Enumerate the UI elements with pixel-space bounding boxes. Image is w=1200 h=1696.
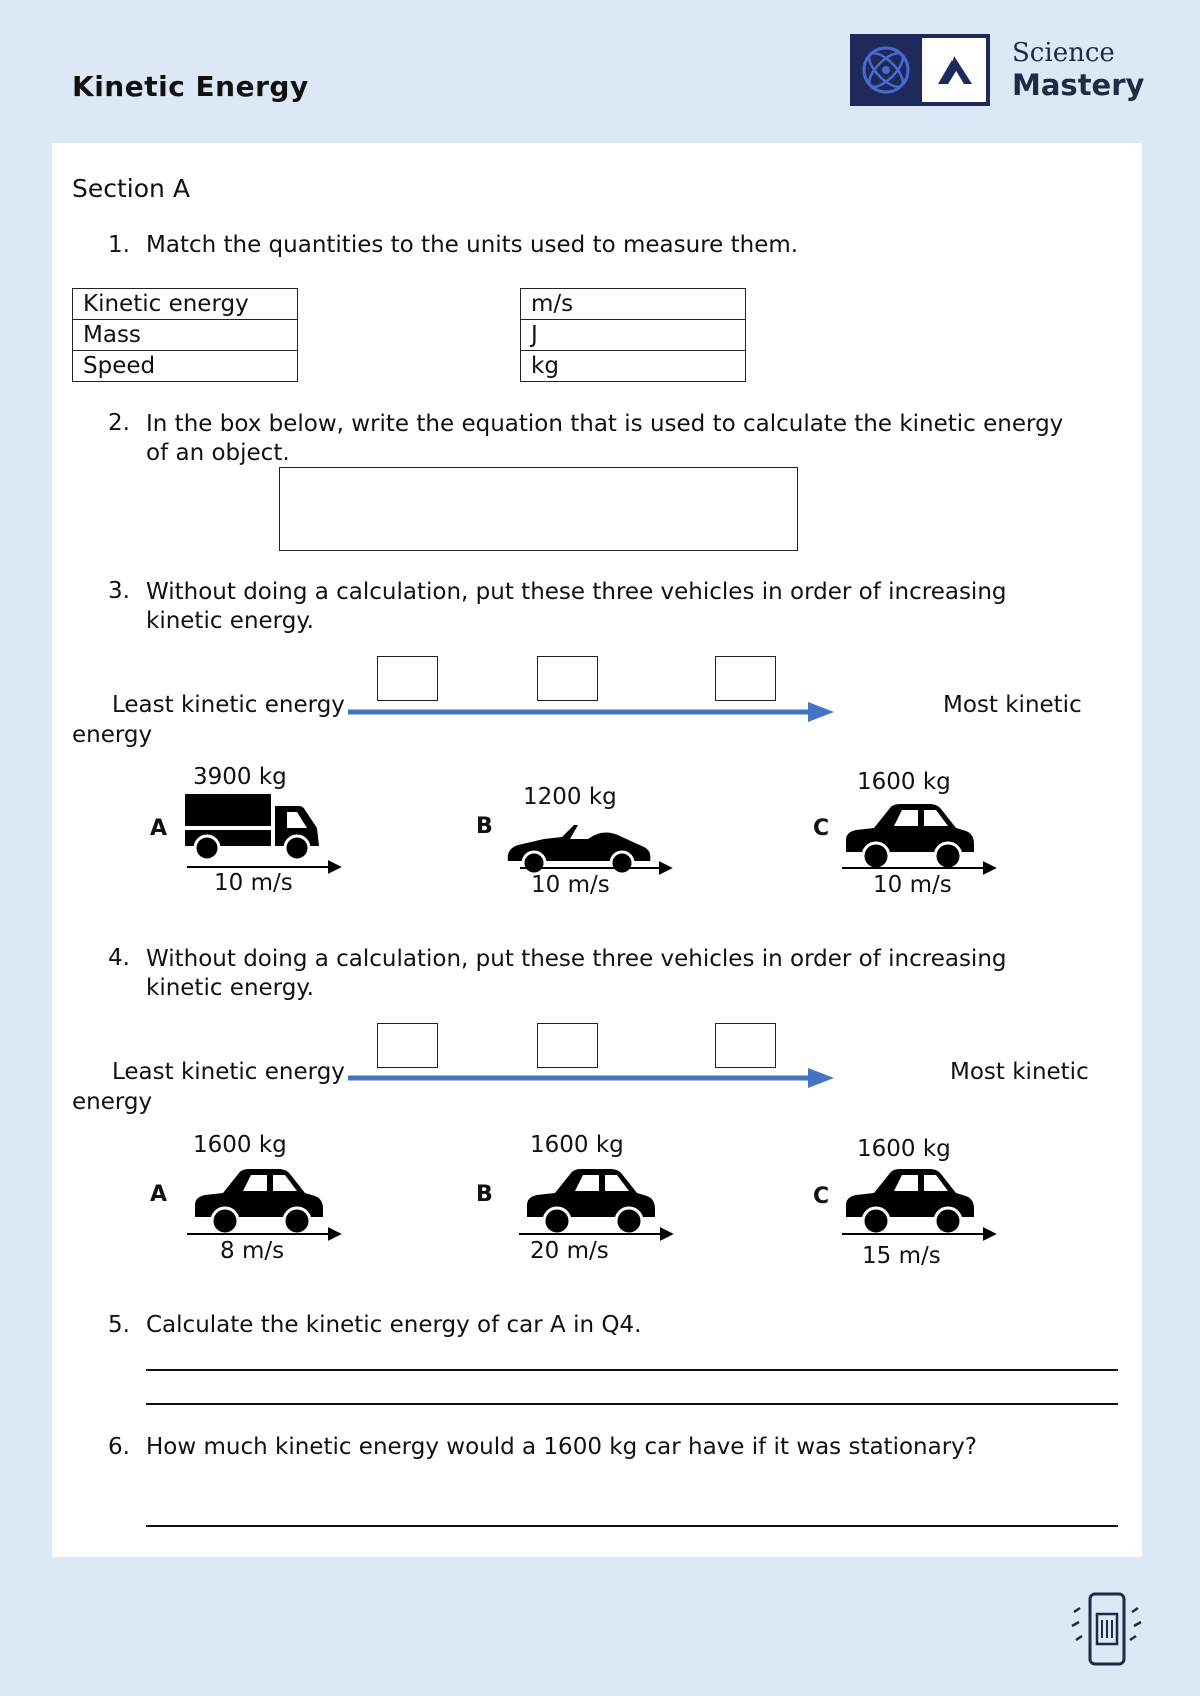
q3-order-box-3[interactable] [715, 656, 776, 701]
q3-most-label-cont: energy [72, 722, 153, 748]
q5-text: Calculate the kinetic energy of car A in Q4. [146, 1312, 642, 1338]
q4-least-label: Least kinetic energy [112, 1059, 345, 1085]
q4-most-label: Most kinetic [950, 1059, 1089, 1085]
q4-vehicle-c-speed: 15 m/s [862, 1243, 941, 1269]
q3-vehicle-b-speed: 10 m/s [531, 872, 610, 898]
phone-music-icon [1066, 1592, 1146, 1668]
q2-number: 2. [108, 410, 130, 436]
q3-order-box-2[interactable] [537, 656, 598, 701]
units-table [520, 288, 746, 382]
q5-answer-line-2[interactable] [146, 1403, 1118, 1405]
q3-order-box-1[interactable] [377, 656, 438, 701]
q4-energy-arrow [348, 1066, 838, 1090]
brand-name-bottom: Mastery [1012, 68, 1145, 102]
q4-number: 4. [108, 945, 130, 971]
q3-vehicle-c-speed: 10 m/s [873, 872, 952, 898]
q6-answer-line[interactable] [146, 1525, 1118, 1527]
quantities-table [72, 288, 298, 382]
q3-most-label: Most kinetic [943, 692, 1082, 718]
q3-text-line2: kinetic energy. [146, 608, 314, 634]
q4-order-box-2[interactable] [537, 1023, 598, 1068]
q3-text [146, 578, 1126, 636]
unit-cell[interactable]: m/s [521, 289, 746, 320]
q3-vehicle-c-mass: 1600 kg [857, 769, 951, 795]
q3-energy-arrow [348, 700, 838, 724]
q1-number: 1. [108, 232, 130, 258]
q4-vehicle-b-speed: 20 m/s [530, 1238, 609, 1264]
car-icon [515, 1165, 675, 1245]
q4-vehicle-a-letter: A [150, 1182, 168, 1207]
q5-number: 5. [108, 1312, 130, 1338]
q3-vehicle-c-letter: C [813, 816, 830, 841]
q5-answer-line-1[interactable] [146, 1369, 1118, 1371]
q3-vehicle-a-mass: 3900 kg [193, 764, 287, 790]
quantity-cell[interactable]: Kinetic energy [73, 289, 298, 320]
section-title: Section A [72, 174, 190, 203]
q4-vehicle-c-letter: C [813, 1184, 830, 1209]
q2-text [146, 410, 1126, 468]
convertible-car-icon [504, 815, 674, 879]
unit-cell[interactable]: kg [521, 351, 746, 382]
q6-text: How much kinetic energy would a 1600 kg car have if it was stationary? [146, 1434, 977, 1460]
q3-number: 3. [108, 578, 130, 604]
q4-vehicle-a-mass: 1600 kg [193, 1132, 287, 1158]
q2-text-line1: In the box below, write the equation that is used to calculate the kinetic energy [146, 411, 1064, 437]
car-icon [183, 1165, 343, 1245]
car-icon [838, 1165, 998, 1245]
q4-order-box-3[interactable] [715, 1023, 776, 1068]
q3-vehicle-b-letter: B [476, 814, 493, 839]
q4-vehicle-b-letter: B [476, 1182, 493, 1207]
q3-vehicle-a-speed: 10 m/s [214, 870, 293, 896]
quantity-cell[interactable]: Speed [73, 351, 298, 382]
brand-name-top: Science [1012, 38, 1115, 68]
q4-text-line2: kinetic energy. [146, 975, 314, 1001]
q4-vehicle-c-mass: 1600 kg [857, 1136, 951, 1162]
q3-least-label: Least kinetic energy [112, 692, 345, 718]
science-mastery-logo [850, 34, 990, 106]
q4-vehicle-a-speed: 8 m/s [220, 1238, 285, 1264]
car-icon [838, 800, 998, 880]
q2-text-line2: of an object. [146, 440, 290, 466]
q6-number: 6. [108, 1434, 130, 1460]
q3-vehicle-b-mass: 1200 kg [523, 784, 617, 810]
q4-vehicle-b-mass: 1600 kg [530, 1132, 624, 1158]
q3-text-line1: Without doing a calculation, put these three vehicles in order of increasing [146, 579, 1007, 605]
q3-vehicle-a-letter: A [150, 816, 168, 841]
quantity-cell[interactable]: Mass [73, 320, 298, 351]
q1-text: Match the quantities to the units used to measure them. [146, 232, 799, 258]
page-title: Kinetic Energy [72, 70, 309, 103]
q4-order-box-1[interactable] [377, 1023, 438, 1068]
equation-answer-box[interactable] [279, 467, 798, 551]
truck-icon [183, 792, 343, 872]
q4-most-label-cont: energy [72, 1089, 153, 1115]
q4-text [146, 945, 1126, 1003]
unit-cell[interactable]: J [521, 320, 746, 351]
q4-text-line1: Without doing a calculation, put these three vehicles in order of increasing [146, 946, 1007, 972]
